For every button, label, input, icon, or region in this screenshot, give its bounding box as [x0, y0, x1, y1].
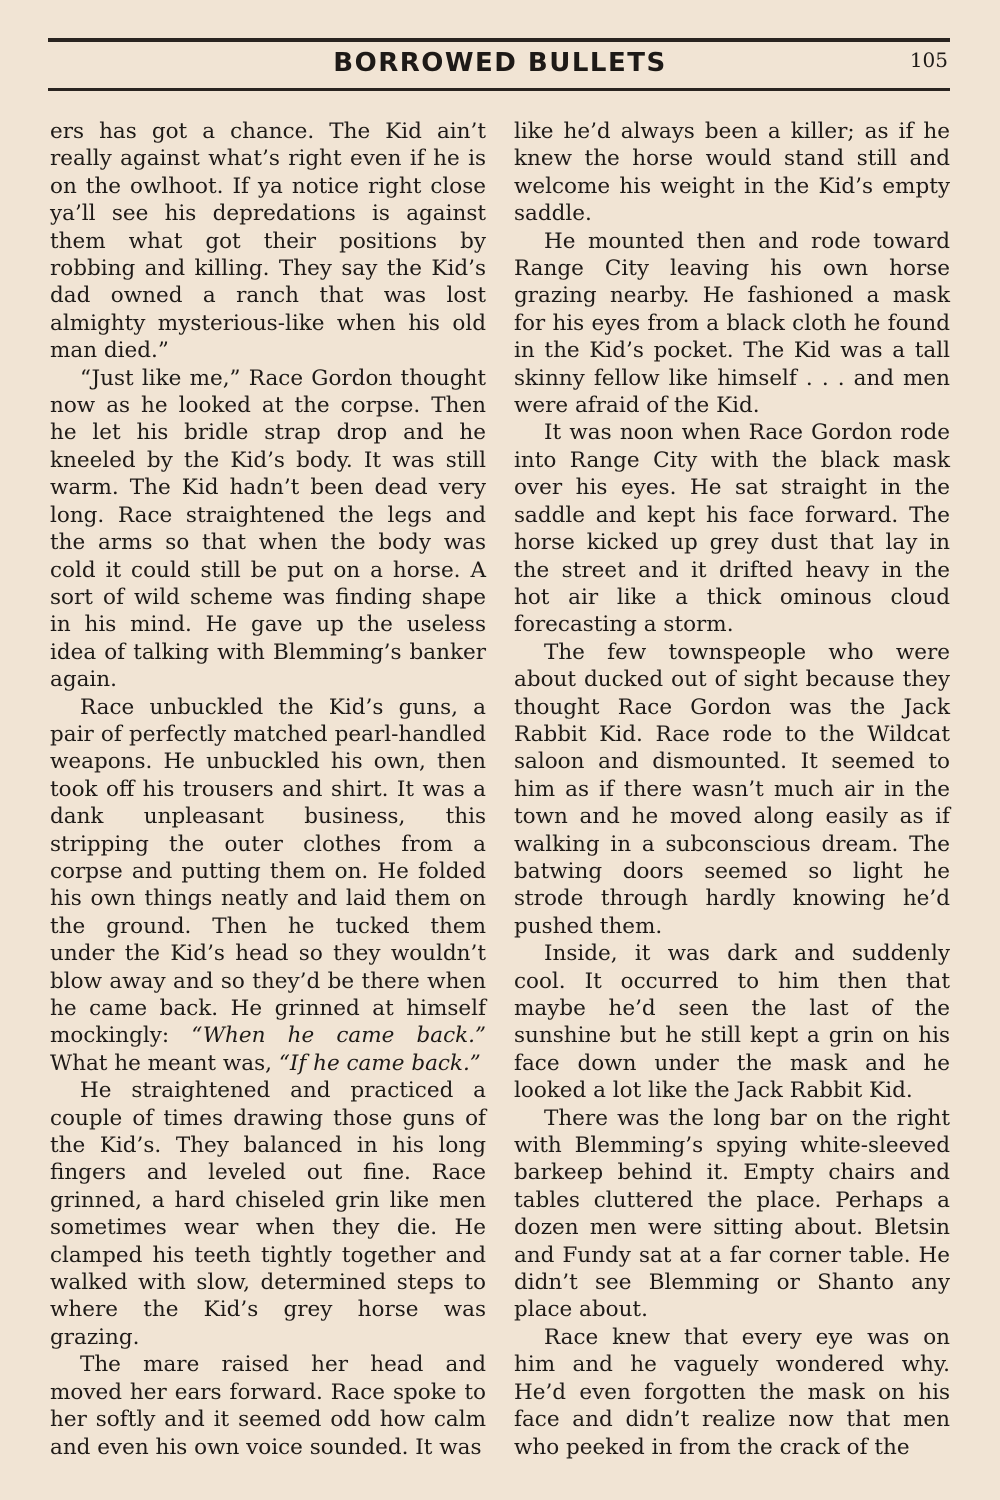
paragraph: He straightened and practiced a couple of times drawing those guns of the Kid’s. They balanced in his long fingers and leveled out fine. Race grinned, a hard chiseled grin like men sometimes wear when they die. He clamped his teeth tightly together and walked with slow, determined steps to where the Kid’s grey horse was grazing.: [50, 1078, 486, 1350]
page-number: 105: [909, 48, 948, 72]
paragraph: The mare raised her head and moved her ears forward. Race spoke to her softly and it seemed odd how calm and even his own voice sounded. It was: [50, 1352, 486, 1460]
paragraph: Inside, it was dark and suddenly cool. It occurred to him then that maybe he’d seen the last of the sunshine but he still kept a grin on his face down under the mask and he looked a lot like the Jack Rabbit Kid.: [514, 941, 950, 1104]
paragraph: Race unbuckled the Kid’s guns, a pair of perfectly matched pearl-handled weapons. He unbuckled his own, then took off his trousers and shirt. It was a dank unpleasant business, this stripping the outer clothes from a corpse and putting them on. He folded his own things neatly and laid them on the ground. Then he tucked them under the Kid’s head so they wouldn’t blow away and so they’d be there when he came back. He grinned at himself mockingly: “When he came back.” What he meant was, “If he came back.”: [50, 694, 486, 1076]
paragraph: The few townspeople who were about ducked out of sight because they thought Race Gordon was the Jack Rabbit Kid. Race rode to the Wildcat saloon and dismounted. It seemed to him as if there wasn’t much air in the town and he moved along easily as if walking in a subconscious dream. The batwing doors seemed so light he strode through hardly knowing he’d pushed them.: [514, 639, 950, 939]
paragraph: like he’d always been a killer; as if he knew the horse would stand still and welcome his weight in the Kid’s empty saddle.: [514, 119, 950, 227]
left-column: [50, 118, 486, 1461]
paragraph: He mounted then and rode toward Range City leaving his own horse grazing nearby. He fashioned a mask for his eyes from a black cloth he found in the Kid’s pocket. The Kid was a tall skinny fellow like himself . . . and men were afraid of the Kid.: [514, 228, 950, 419]
header-rule-top: [48, 38, 950, 42]
paragraph: There was the long bar on the right with Blemming’s spying white-sleeved barkeep behind it. Empty chairs and tables cluttered the place. Perhaps a dozen men were sitting about. Bletsin and Fundy sat at a far corner table. He didn’t see Blemming or Shanto any place about.: [514, 1105, 950, 1323]
header-rule-bottom: [48, 88, 950, 91]
right-column: [514, 118, 950, 1461]
paragraph: Race knew that every eye was on him and he vaguely wondered why. He’d even forgotten the mask on his face and didn’t realize now that men who peeked in from the crack of the: [514, 1324, 950, 1460]
paragraph: “Just like me,” Race Gordon thought now as he looked at the corpse. Then he let his bridle strap drop and he kneeled by the Kid’s body. It was still warm. The Kid hadn’t been dead very long. Race straightened the legs and the arms so that when the body was cold it could still be put on a horse. A sort of wild scheme was finding shape in his mind. He gave up the useless idea of talking with Blemming’s banker again.: [50, 365, 486, 693]
paragraph: It was noon when Race Gordon rode into Range City with the black mask over his eyes. He sat straight in the saddle and kept his face forward. The horse kicked up grey dust that lay in the street and it drifted heavy in the hot air like a thick ominous cloud forecasting a storm.: [514, 420, 950, 638]
paragraph: ers has got a chance. The Kid ain’t really against what’s right even if he is on the owlhoot. If ya notice right close ya’ll see his depredations is against them what got their positions by robbing and killing. They say the Kid’s dad owned a ranch that was lost almighty mysterious-like when his old man died.”: [50, 119, 486, 364]
running-title: BORROWED BULLETS: [333, 48, 667, 78]
